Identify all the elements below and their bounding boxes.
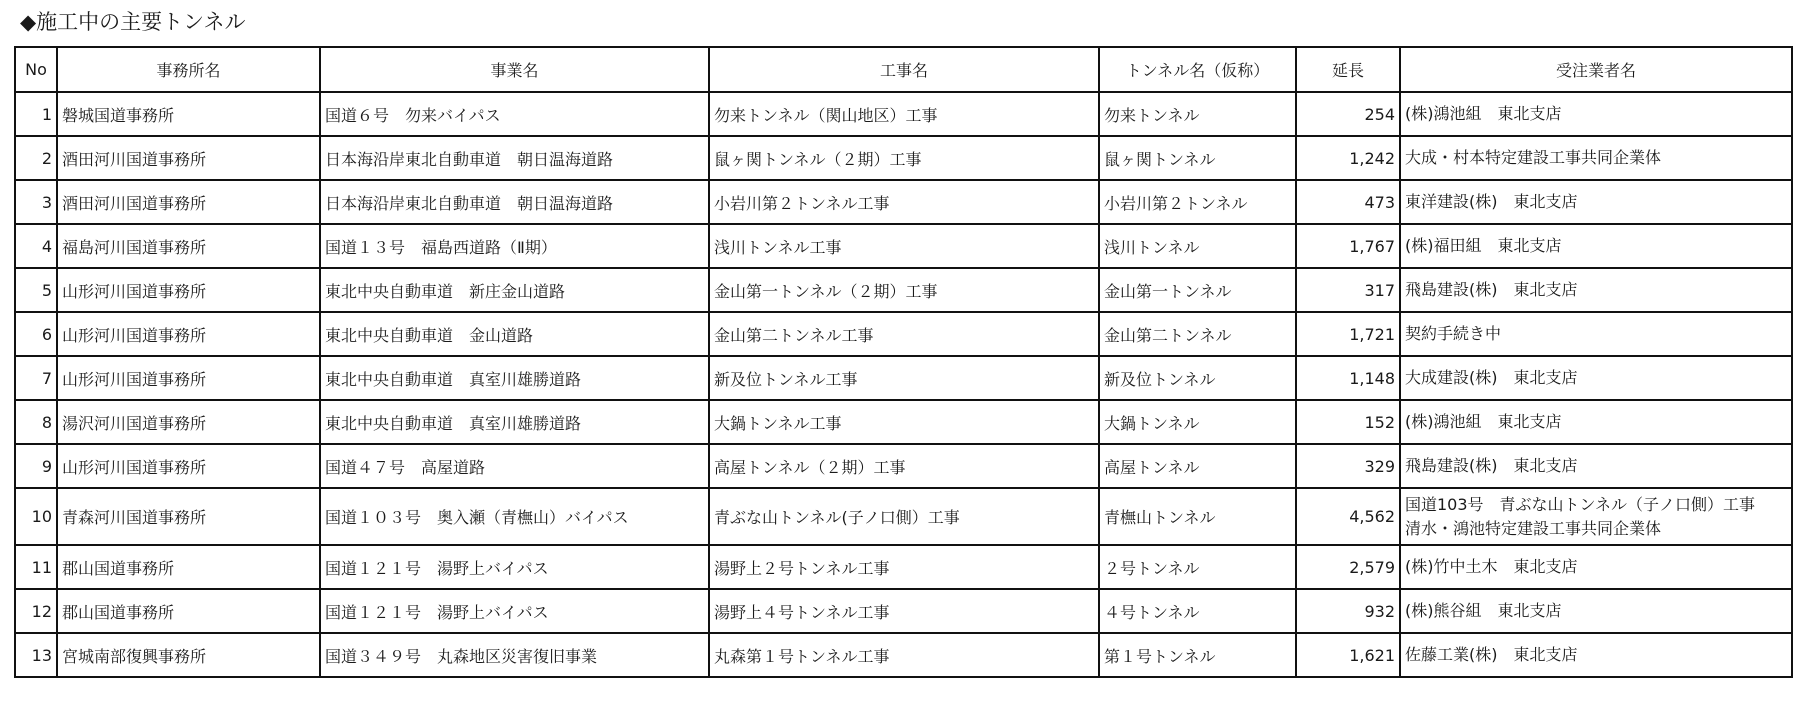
cell-construction: 湯野上２号トンネル工事 <box>709 545 1099 589</box>
contractor-line: 佐藤工業(株) 東北支店 <box>1405 645 1578 664</box>
cell-tunnel: 金山第一トンネル <box>1099 268 1296 312</box>
cell-no: 12 <box>15 589 57 633</box>
cell-length: 473 <box>1296 180 1400 224</box>
contractor-line: 清水・鴻池特定建設工事共同企業体 <box>1405 518 1662 538</box>
cell-office: 山形河川国道事務所 <box>57 268 320 312</box>
cell-construction: 勿来トンネル（関山地区）工事 <box>709 92 1099 136</box>
table-header-row <box>15 47 1792 92</box>
cell-tunnel: 勿来トンネル <box>1099 92 1296 136</box>
cell-construction: 大鍋トンネル工事 <box>709 400 1099 444</box>
cell-office: 山形河川国道事務所 <box>57 444 320 488</box>
cell-length: 1,242 <box>1296 136 1400 180</box>
cell-length: 152 <box>1296 400 1400 444</box>
cell-tunnel: 第１号トンネル <box>1099 633 1296 677</box>
cell-office: 山形河川国道事務所 <box>57 356 320 400</box>
table-row <box>15 268 1792 312</box>
cell-no: 6 <box>15 312 57 356</box>
cell-project: 東北中央自動車道 新庄金山道路 <box>320 268 709 312</box>
table-row <box>15 633 1792 677</box>
cell-construction: 浅川トンネル工事 <box>709 224 1099 268</box>
table-row <box>15 356 1792 400</box>
cell-office: 郡山国道事務所 <box>57 545 320 589</box>
cell-no: 4 <box>15 224 57 268</box>
cell-contractor <box>1400 356 1792 400</box>
cell-office: 酒田河川国道事務所 <box>57 180 320 224</box>
cell-contractor <box>1400 92 1792 136</box>
contractor-line: 飛島建設(株) 東北支店 <box>1405 456 1578 475</box>
column-header-length: 延長 <box>1296 47 1400 92</box>
cell-contractor <box>1400 633 1792 677</box>
cell-office: 青森河川国道事務所 <box>57 488 320 545</box>
column-header-construction: 工事名 <box>709 47 1099 92</box>
cell-project: 国道１３号 福島西道路（Ⅱ期） <box>320 224 709 268</box>
cell-office: 山形河川国道事務所 <box>57 312 320 356</box>
cell-no: 3 <box>15 180 57 224</box>
cell-contractor <box>1400 444 1792 488</box>
cell-contractor <box>1400 488 1792 545</box>
tunnel-table <box>14 46 1793 678</box>
cell-contractor <box>1400 268 1792 312</box>
table-row <box>15 92 1792 136</box>
cell-tunnel: 新及位トンネル <box>1099 356 1296 400</box>
contractor-line: (株)福田組 東北支店 <box>1405 236 1562 255</box>
cell-contractor <box>1400 589 1792 633</box>
table-body <box>15 92 1792 677</box>
table-row <box>15 312 1792 356</box>
column-header-contractor: 受注業者名 <box>1400 47 1792 92</box>
table-row <box>15 545 1792 589</box>
table-row <box>15 180 1792 224</box>
contractor-line: (株)熊谷組 東北支店 <box>1405 601 1562 620</box>
cell-contractor <box>1400 224 1792 268</box>
cell-tunnel: ４号トンネル <box>1099 589 1296 633</box>
cell-project: 国道６号 勿来バイパス <box>320 92 709 136</box>
cell-construction: 金山第一トンネル（２期）工事 <box>709 268 1099 312</box>
cell-office: 酒田河川国道事務所 <box>57 136 320 180</box>
cell-length: 1,721 <box>1296 312 1400 356</box>
cell-project: 日本海沿岸東北自動車道 朝日温海道路 <box>320 180 709 224</box>
cell-construction: 高屋トンネル（２期）工事 <box>709 444 1099 488</box>
table-row <box>15 400 1792 444</box>
cell-no: 11 <box>15 545 57 589</box>
cell-no: 5 <box>15 268 57 312</box>
cell-no: 8 <box>15 400 57 444</box>
cell-contractor <box>1400 545 1792 589</box>
column-header-office: 事務所名 <box>57 47 320 92</box>
page-title: ◆施工中の主要トンネル <box>20 10 246 34</box>
cell-no: 9 <box>15 444 57 488</box>
cell-construction: 湯野上４号トンネル工事 <box>709 589 1099 633</box>
cell-contractor <box>1400 180 1792 224</box>
cell-construction: 鼠ヶ関トンネル（２期）工事 <box>709 136 1099 180</box>
table-row <box>15 136 1792 180</box>
cell-construction: 新及位トンネル工事 <box>709 356 1099 400</box>
contractor-line: (株)竹中土木 東北支店 <box>1405 557 1578 576</box>
cell-office: 湯沢河川国道事務所 <box>57 400 320 444</box>
cell-project: 日本海沿岸東北自動車道 朝日温海道路 <box>320 136 709 180</box>
cell-tunnel: ２号トンネル <box>1099 545 1296 589</box>
contractor-line: (株)鴻池組 東北支店 <box>1405 412 1562 431</box>
cell-construction: 金山第二トンネル工事 <box>709 312 1099 356</box>
cell-tunnel: 小岩川第２トンネル <box>1099 180 1296 224</box>
cell-length: 2,579 <box>1296 545 1400 589</box>
contractor-line: 契約手続き中 <box>1405 324 1502 343</box>
cell-length: 932 <box>1296 589 1400 633</box>
cell-office: 宮城南部復興事務所 <box>57 633 320 677</box>
cell-project: 国道１２１号 湯野上バイパス <box>320 589 709 633</box>
cell-contractor <box>1400 400 1792 444</box>
cell-project: 東北中央自動車道 金山道路 <box>320 312 709 356</box>
cell-length: 1,767 <box>1296 224 1400 268</box>
cell-tunnel: 浅川トンネル <box>1099 224 1296 268</box>
cell-office: 福島河川国道事務所 <box>57 224 320 268</box>
cell-tunnel: 金山第二トンネル <box>1099 312 1296 356</box>
cell-contractor <box>1400 312 1792 356</box>
cell-length: 1,621 <box>1296 633 1400 677</box>
cell-project: 東北中央自動車道 真室川雄勝道路 <box>320 400 709 444</box>
contractor-line: 大成・村本特定建設工事共同企業体 <box>1405 148 1662 167</box>
cell-office: 郡山国道事務所 <box>57 589 320 633</box>
cell-no: 10 <box>15 488 57 545</box>
cell-tunnel: 大鍋トンネル <box>1099 400 1296 444</box>
cell-project: 国道１２１号 湯野上バイパス <box>320 545 709 589</box>
cell-project: 国道４７号 高屋道路 <box>320 444 709 488</box>
cell-length: 254 <box>1296 92 1400 136</box>
cell-length: 329 <box>1296 444 1400 488</box>
cell-no: 7 <box>15 356 57 400</box>
cell-length: 4,562 <box>1296 488 1400 545</box>
cell-construction: 丸森第１号トンネル工事 <box>709 633 1099 677</box>
cell-no: 2 <box>15 136 57 180</box>
contractor-line: 国道103号 青ぶな山トンネル（子ノ口側）工事 <box>1405 494 1756 514</box>
table-row <box>15 224 1792 268</box>
contractor-line: 大成建設(株) 東北支店 <box>1405 368 1578 387</box>
cell-tunnel: 青橅山トンネル <box>1099 488 1296 545</box>
cell-tunnel: 鼠ヶ関トンネル <box>1099 136 1296 180</box>
contractor-line: 飛島建設(株) 東北支店 <box>1405 280 1578 299</box>
cell-project: 国道１０３号 奥入瀬（青橅山）バイパス <box>320 488 709 545</box>
cell-office: 磐城国道事務所 <box>57 92 320 136</box>
cell-tunnel: 高屋トンネル <box>1099 444 1296 488</box>
cell-construction: 青ぶな山トンネル(子ノ口側）工事 <box>709 488 1099 545</box>
cell-no: 1 <box>15 92 57 136</box>
contractor-line: (株)鴻池組 東北支店 <box>1405 104 1562 123</box>
table-row <box>15 444 1792 488</box>
cell-project: 国道３４９号 丸森地区災害復旧事業 <box>320 633 709 677</box>
cell-project: 東北中央自動車道 真室川雄勝道路 <box>320 356 709 400</box>
cell-construction: 小岩川第２トンネル工事 <box>709 180 1099 224</box>
column-header-project: 事業名 <box>320 47 709 92</box>
cell-length: 317 <box>1296 268 1400 312</box>
contractor-line: 東洋建設(株) 東北支店 <box>1405 192 1578 211</box>
cell-length: 1,148 <box>1296 356 1400 400</box>
table-row <box>15 589 1792 633</box>
column-header-no: No <box>15 47 57 92</box>
column-header-tunnel: トンネル名（仮称） <box>1099 47 1296 92</box>
cell-no: 13 <box>15 633 57 677</box>
table-row <box>15 488 1792 545</box>
cell-contractor <box>1400 136 1792 180</box>
